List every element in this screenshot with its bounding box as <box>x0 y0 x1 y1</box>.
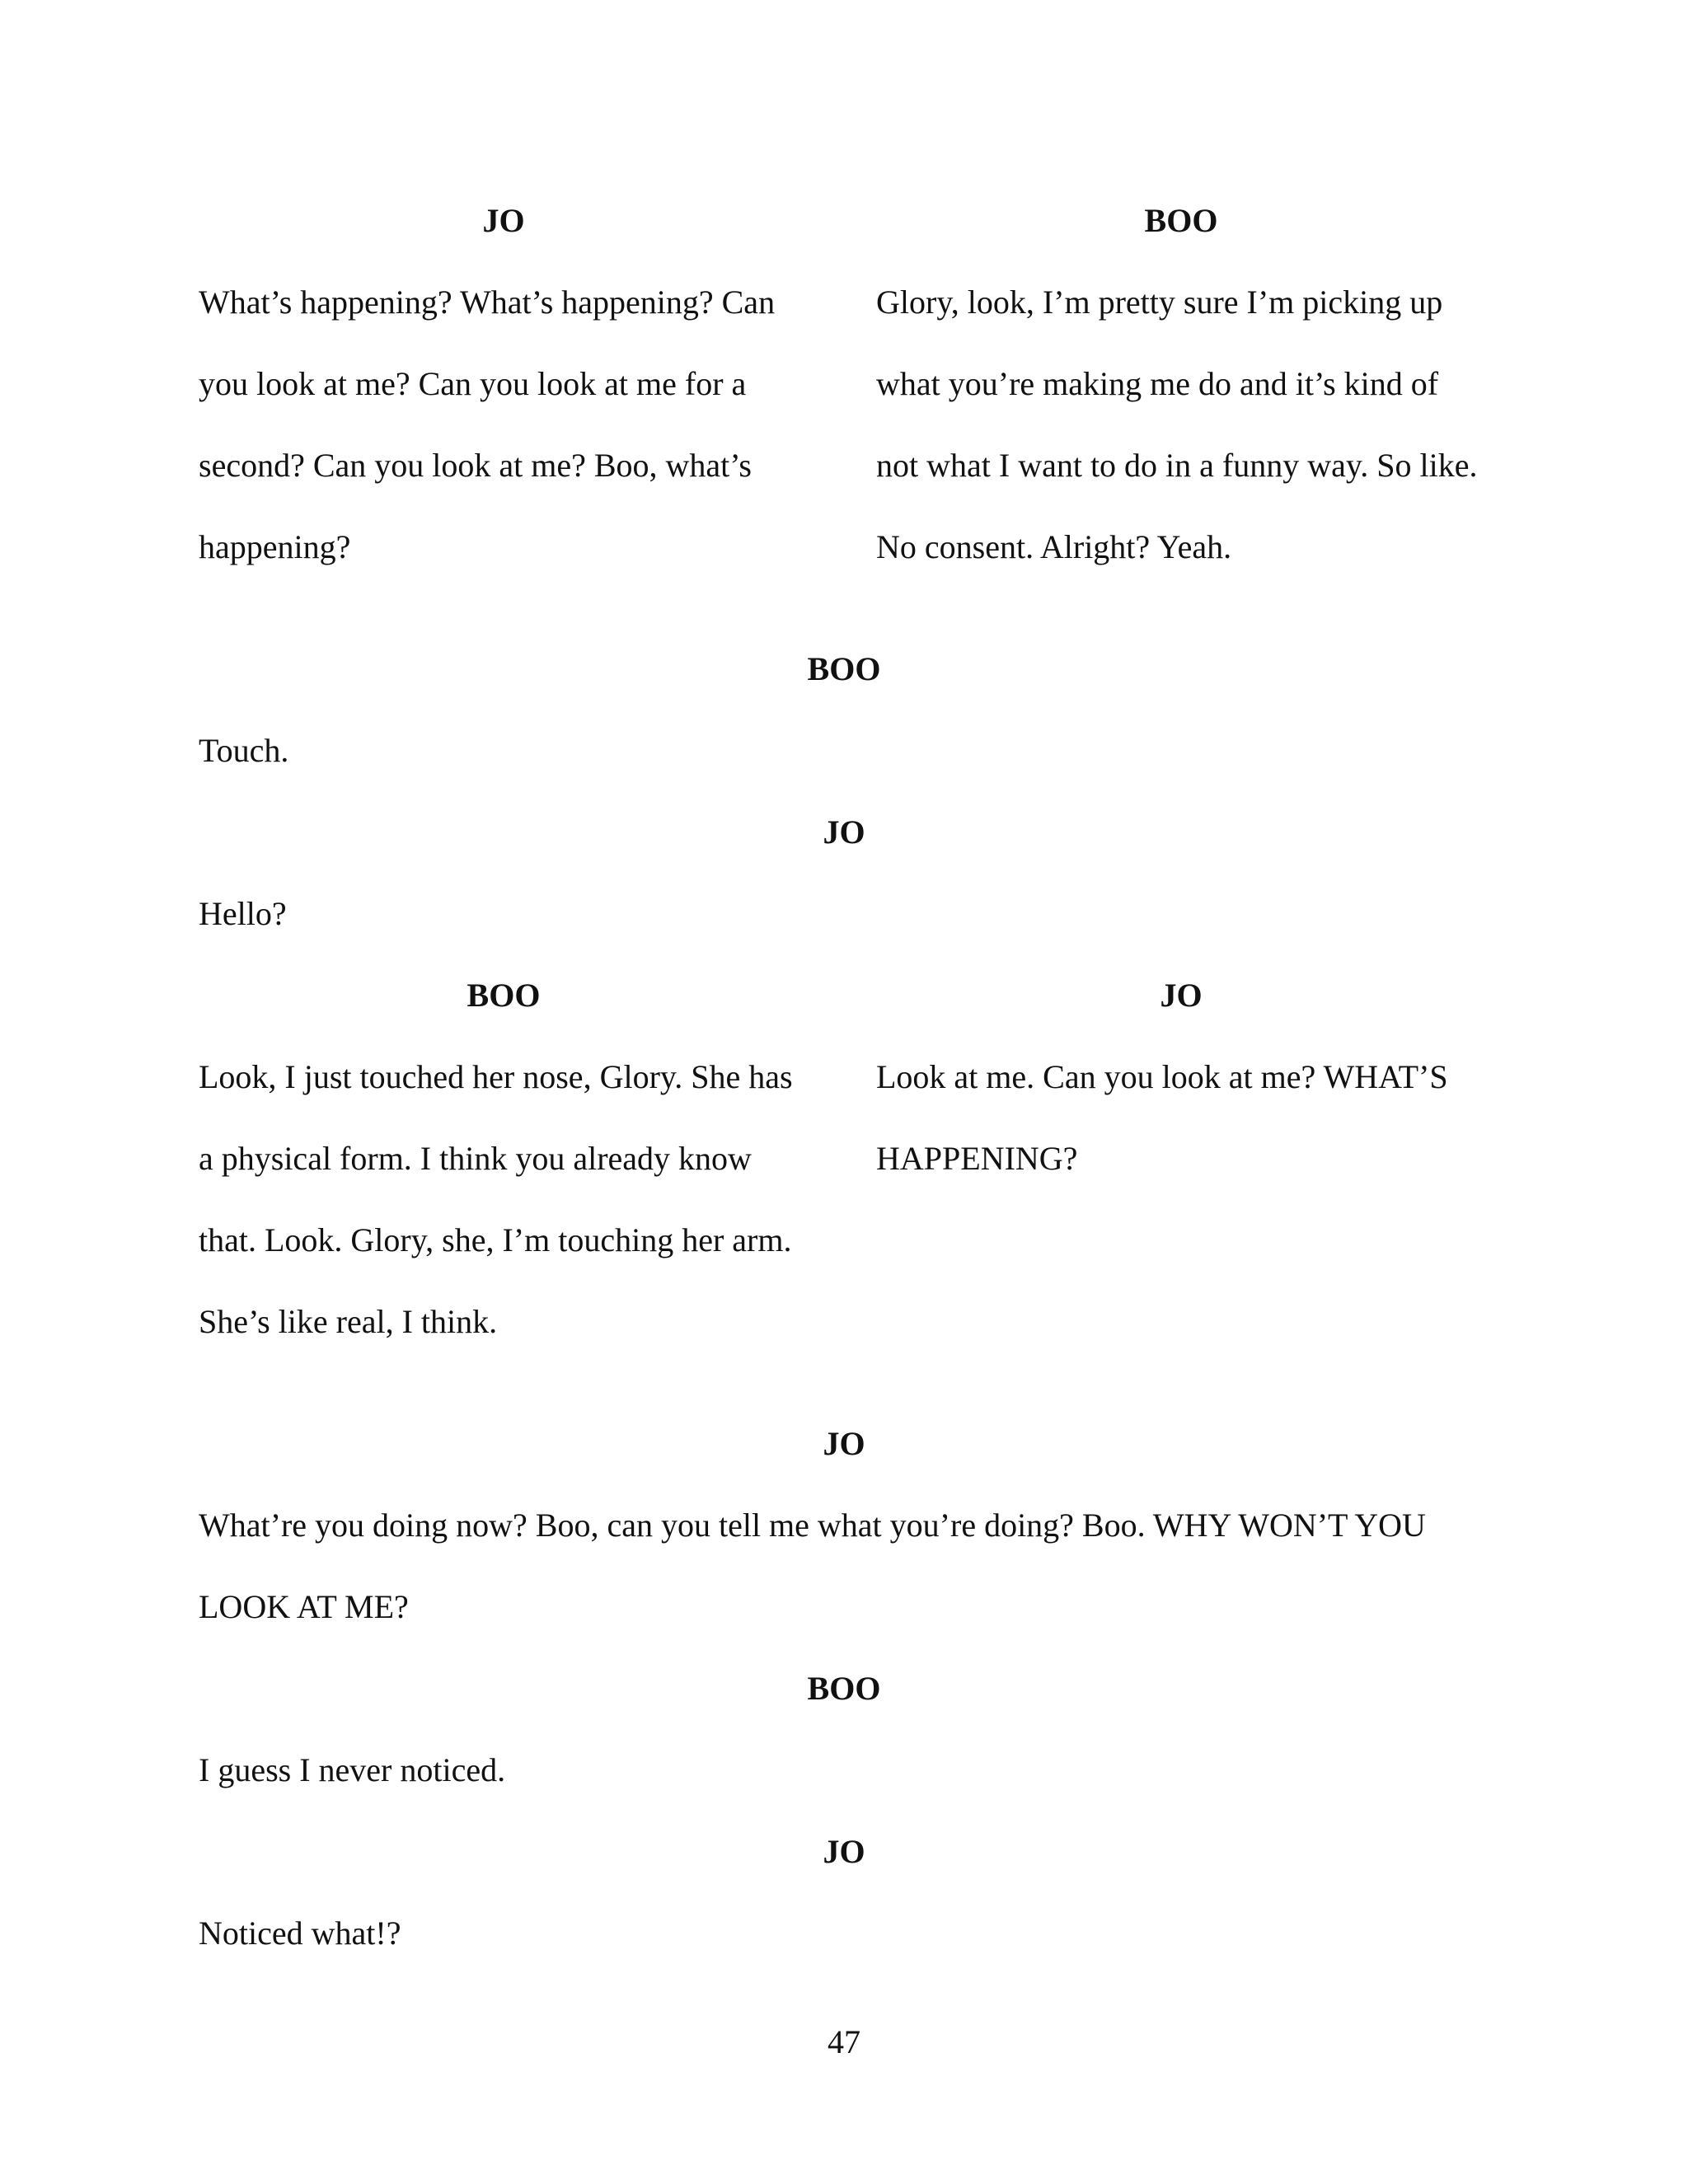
dialogue-line: what you’re making me do and it’s kind of <box>876 365 1439 402</box>
speaker-name: BOO <box>807 1670 881 1707</box>
dialogue-right <box>876 261 1478 588</box>
dialogue-line: a physical form. I think you already know <box>199 1140 752 1177</box>
speaker-name: BOO <box>467 977 541 1014</box>
dialogue-line: What’re you doing now? Boo, can you tell me what you’re doing? Boo. WHY WON’T YOU <box>199 1507 1426 1544</box>
dialogue-line: She’s like real, I think. <box>199 1303 498 1340</box>
dialogue <box>199 710 288 791</box>
speaker-name: JO <box>482 202 525 239</box>
dialogue-line: Noticed what!? <box>199 1915 401 1952</box>
dialogue-line: I guess I never noticed. <box>199 1751 506 1788</box>
dialogue-line: Touch. <box>199 732 289 769</box>
dialogue-left <box>199 261 775 588</box>
dialogue-line: you look at me? Can you look at me for a <box>199 365 747 402</box>
dialogue-line: Look at me. Can you look at me? WHAT’S <box>876 1058 1448 1095</box>
dialogue <box>199 1729 505 1811</box>
dialogue-line: happening? <box>199 528 351 565</box>
dialogue <box>199 1892 401 1974</box>
dialogue-line: Hello? <box>199 895 287 932</box>
speaker-name: JO <box>1160 977 1203 1014</box>
speaker-name: BOO <box>807 650 881 687</box>
dialogue-line: second? Can you look at me? Boo, what’s <box>199 447 752 484</box>
dialogue-left <box>199 1036 793 1362</box>
speaker-name: JO <box>823 1833 865 1870</box>
dialogue-line: LOOK AT ME? <box>199 1588 409 1625</box>
speaker-name: JO <box>823 1425 865 1462</box>
dialogue-line: What’s happening? What’s happening? Can <box>199 284 776 321</box>
speaker-name: BOO <box>1144 202 1218 239</box>
dialogue-line: Glory, look, I’m pretty sure I’m picking up <box>876 284 1443 321</box>
speaker-name: JO <box>823 813 865 851</box>
dialogue-line: HAPPENING? <box>876 1140 1078 1177</box>
dialogue <box>199 873 287 954</box>
dialogue-line: No consent. Alright? Yeah. <box>876 528 1232 565</box>
dialogue-line: not what I want to do in a funny way. So like. <box>876 447 1478 484</box>
dialogue <box>199 1484 1426 1647</box>
dialogue-line: Look, I just touched her nose, Glory. She has <box>199 1058 793 1095</box>
dialogue-right <box>876 1036 1448 1199</box>
dialogue-line: that. Look. Glory, she, I’m touching her arm. <box>199 1221 792 1258</box>
page-number: 47 <box>828 2023 860 2060</box>
